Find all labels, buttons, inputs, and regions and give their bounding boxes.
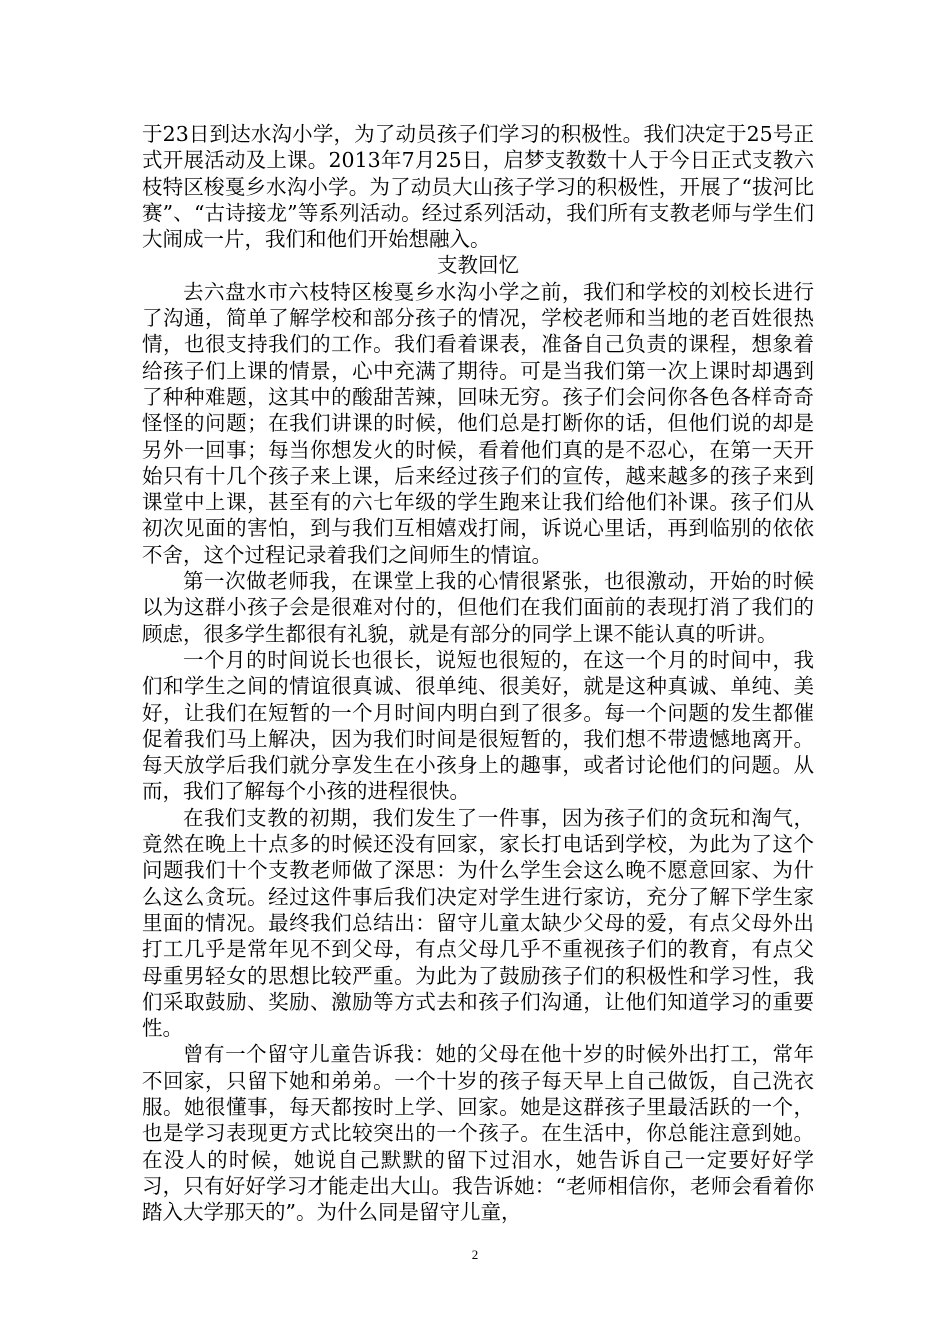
document-body: [142, 121, 814, 1225]
body-paragraph-2: 第一次做老师我，在课堂上我的心情很紧张，也很激动，开始的时候以为这群小孩子会是很难对付的，但他们在我们面前的表现打消了我们的顾虑，很多学生都很有礼貌，就是有部分的同学上课不能认真的听讲。: [142, 569, 814, 646]
body-paragraph-3: 一个月的时间说长也很长，说短也很短的，在这一个月的时间中，我们和学生之间的情谊很真诚、很单纯、很美好，就是这种真诚、单纯、美好，让我们在短暂的一个月时间内明白到了很多。每一个问题的发生都催促着我们马上解决，因为我们时间是很短暂的，我们想不带遗憾地离开。每天放学后我们就分享发生在小孩身上的趣事，或者讨论他们的问题。从而，我们了解每个小孩的进程很快。: [142, 647, 814, 804]
intro-paragraph: 于23日到达水沟小学，为了动员孩子们学习的积极性。我们决定于25号正式开展活动及上课。2013年7月25日，启梦支教数十人于今日正式支教六枝特区梭戛乡水沟小学。为了动员大山孩子学习的积极性，开展了“拔河比赛”、“古诗接龙”等系列活动。经过系列活动，我们所有支教老师与学生们大闹成一片，我们和他们开始想融入。: [142, 122, 814, 252]
page-number: 2: [471, 1247, 479, 1262]
body-paragraph-4: 在我们支教的初期，我们发生了一件事，因为孩子们的贪玩和淘气，竟然在晚上十点多的时候还没有回家，家长打电话到学校，为此为了这个问题我们十个支教老师做了深思：为什么学生会这么晚不愿意回家、为什么这么贪玩。经过这件事后我们决定对学生进行家访，充分了解下学生家里面的情况。最终我们总结出：留守儿童太缺少父母的爱，有点父母外出打工几乎是常年见不到父母，有点父母几乎不重视孩子们的教育，有点父母重男轻女的思想比较严重。为此为了鼓励孩子们的积极性和学习性，我们采取鼓励、奖励、激励等方式去和孩子们沟通，让他们知道学习的重要性。: [142, 805, 814, 1041]
body-paragraph-5: 曾有一个留守儿童告诉我：她的父母在他十岁的时候外出打工，常年不回家，只留下她和弟弟。一个十岁的孩子每天早上自己做饭，自己洗衣服。她很懂事，每天都按时上学、回家。她是这群孩子里最活跃的一个，也是学习表现更方式比较突出的一个孩子。在生活中，你总能注意到她。在没人的时候，她说自己默默的留下过泪水，她告诉自己一定要好好学习，只有好好学习才能走出大山。我告诉她：“老师相信你，老师会看着你踏入大学那天的”。为什么同是留守儿童，: [142, 1042, 814, 1225]
section-heading: 支教回忆: [437, 253, 519, 278]
body-paragraph-1: 去六盘水市六枝特区梭戛乡水沟小学之前，我们和学校的刘校长进行了沟通，简单了解学校和部分孩子的情况，学校老师和当地的老百姓很热情，也很支持我们的工作。我们看着课表，准备自己负责的课程，想象着给孩子们上课的情景，心中充满了期待。可是当我们第一次上课时却遇到了种种难题，这其中的酸甜苦辣，回味无穷。孩子们会问你各色各样奇奇怪怪的问题；在我们讲课的时候，他们总是打断你的话，但他们说的却是另外一回事；每当你想发火的时候，看着他们真的是不忍心，在第一天开始只有十几个孩子来上课，后来经过孩子们的宣传，越来越多的孩子来到课堂中上课，甚至有的六七年级的学生跑来让我们给他们补课。孩子们从初次见面的害怕，到与我们互相嬉戏打闹，诉说心里话，再到临别的依依不舍，这个过程记录着我们之间师生的情谊。: [142, 279, 814, 567]
